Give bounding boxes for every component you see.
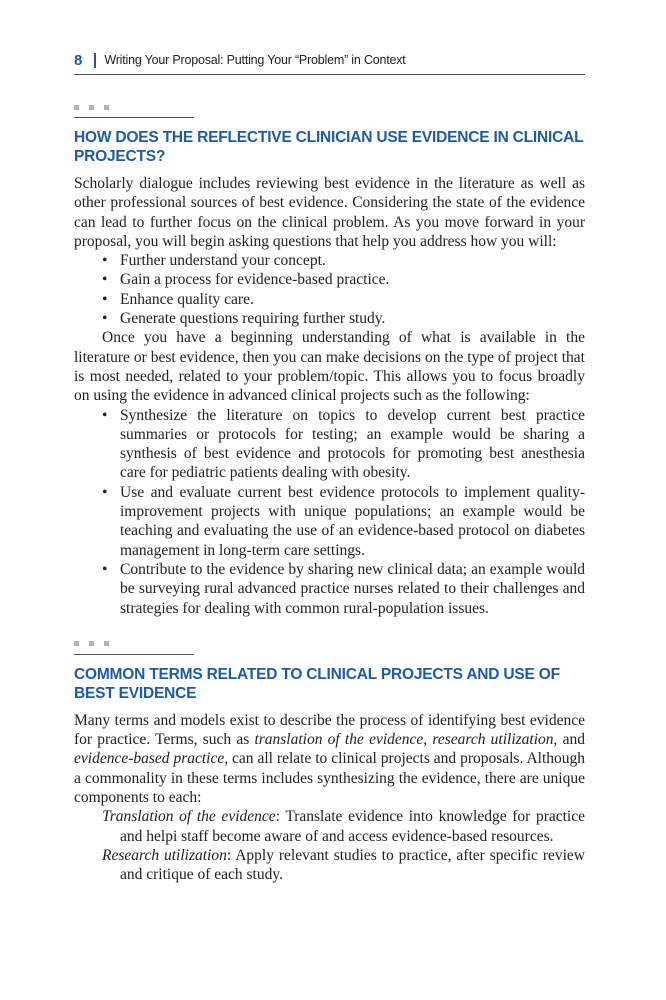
term-italic: research utilization: [432, 731, 554, 749]
section-ornament: [74, 640, 194, 655]
term-name: Translation of the evidence: [102, 808, 276, 826]
list-item: • Further understand your concept.: [102, 252, 326, 270]
running-header: [74, 48, 585, 72]
list-item: • Gain a process for evidence-based practice.: [102, 271, 390, 289]
book-page: [74, 48, 585, 885]
section-body: [74, 711, 585, 885]
list-item: • Use and evaluate current best evidence protocols to implement quality-improvement projects with unique populations; an example would be teaching and evaluating the use of an evidence-based protocol on diabetes management in long-term care settings.: [102, 483, 585, 559]
section-ornament: [74, 103, 194, 118]
bullet-list: [74, 251, 585, 328]
ornament-dot: [89, 641, 94, 646]
ornament-dot: [74, 641, 79, 646]
header-divider: [94, 53, 96, 68]
section-heading: COMMON TERMS RELATED TO CLINICAL PROJECTS AND USE OF BEST EVIDENCE: [74, 665, 560, 702]
running-title: Writing Your Proposal: Putting Your “Problem” in Context: [104, 53, 406, 67]
ornament-dot: [104, 641, 109, 646]
page-number: 8: [74, 51, 83, 69]
ornament-dot: [89, 105, 94, 110]
ornament-rule: [74, 654, 194, 655]
term-definition: Research utilization: Apply relevant studies to practice, after specific review and critique of each study.: [102, 846, 585, 884]
paragraph: Scholarly dialogue includes reviewing best evidence in the literature as well as other professional sources of best evidence. Considering the state of the evidence can lead to further focus on the clinical problem. As you move forward in your proposal, you will begin asking questions that help you address how you will:: [74, 175, 585, 250]
term-definition: Translation of the evidence: Translate evidence into knowledge for practice and helpi staff become aware of and access evidence-based resources.: [102, 808, 585, 845]
paragraph: Once you have a beginning understanding of what is available in the literature or best evidence, then you can make decisions on the type of project that is most needed, related to your problem/topic. This allows you to focus broadly on using the evidence in advanced clinical projects such as the following:: [74, 329, 585, 405]
list-item: • Contribute to the evidence by sharing new clinical data; an example would be surveying rural advanced practice nurses related to their challenges and strategies for dealing with common rural-population issues.: [102, 560, 585, 617]
ornament-dot: [74, 105, 79, 110]
ornament-rule: [74, 117, 194, 118]
section-heading: HOW DOES THE REFLECTIVE CLINICIAN USE EVIDENCE IN CLINICAL PROJECTS?: [74, 129, 584, 165]
list-item: • Synthesize the literature on topics to develop current best practice summaries or protocols for testing; an example would be sharing a synthesis of best evidence and protocols for promoting best anesthesia care for pediatric patients dealing with obesity.: [102, 406, 585, 482]
list-item: • Enhance quality care.: [102, 290, 254, 308]
ornament-dot: [104, 105, 109, 110]
paragraph: Many terms and models exist to describe the process of identifying best evidence for practice. Terms, such as translation of the evidence, research utilization, and evidence-based practice, can all relate to clinical projects and proposals. Although a commonality in these terms includes synthesizing the evidence, there are unique components to each:: [74, 711, 585, 807]
section-body: [74, 174, 585, 618]
header-rule: [74, 74, 585, 75]
term-italic: translation of the evidence: [254, 731, 424, 749]
term-italic: evidence-based practice: [74, 750, 225, 768]
list-item: • Generate questions requiring further study.: [102, 310, 386, 328]
term-name: Research utilization: [102, 846, 227, 864]
bullet-list: [74, 406, 585, 618]
